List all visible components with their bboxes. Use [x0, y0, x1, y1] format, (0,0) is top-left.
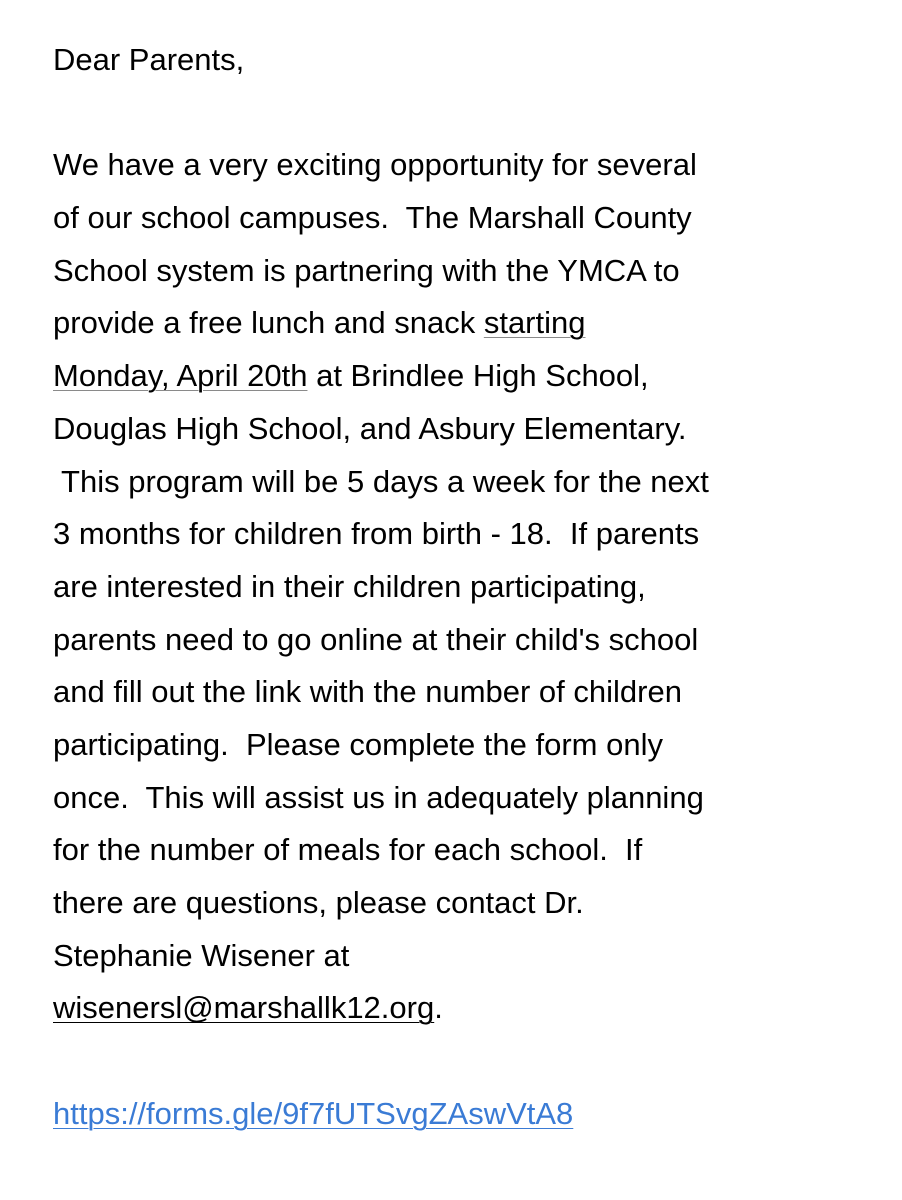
letter-line-7: This program will be 5 days a week for the next: [53, 463, 709, 499]
letter-line-17-text: .: [434, 990, 443, 1026]
letter-line-1: We have a very exciting opportunity for several: [53, 147, 697, 183]
letter-line-2: of our school campuses. The Marshall County: [53, 200, 692, 236]
letter-line-3: School system is partnering with the YMCA to: [53, 252, 680, 288]
letter-line-5: [53, 350, 862, 403]
letter-line-13: once. This will assist us in adequately planning: [53, 779, 704, 815]
letter-line-8: 3 months for children from birth - 18. If parents: [53, 516, 700, 552]
letter-line-15: there are questions, please contact Dr.: [53, 885, 584, 920]
letter-line-14: for the number of meals for each school. If: [53, 832, 643, 868]
date-link-start[interactable]: starting: [483, 305, 586, 341]
greeting: Dear Parents,: [53, 42, 245, 77]
letter-line-5-text: at Brindlee High School,: [307, 358, 649, 394]
letter-line-10: parents need to go online at their child's school: [53, 621, 699, 657]
letter-line-12: participating. Please complete the form only: [53, 726, 663, 762]
letter-line-16: Stephanie Wisener at: [53, 937, 350, 973]
letter-line-4: [53, 297, 862, 350]
form-link[interactable]: https://forms.gle/9f7fUTSvgZAswVtA8: [53, 1095, 574, 1131]
email-link[interactable]: wisenersl@marshallk12.org: [53, 990, 435, 1026]
blank-line: [53, 1035, 862, 1088]
date-link-end[interactable]: Monday, April 20th: [53, 358, 308, 394]
letter-line-4-text: provide a free lunch and snack: [53, 305, 484, 341]
form-link-line: [53, 1088, 862, 1141]
letter-line-6: Douglas High School, and Asbury Elementary.: [53, 410, 687, 446]
blank-line: [53, 87, 862, 140]
letter-line-17: [53, 982, 862, 1035]
letter-line-11: and fill out the link with the number of children: [53, 674, 682, 710]
letter-line-9: are interested in their children participating,: [53, 568, 646, 604]
